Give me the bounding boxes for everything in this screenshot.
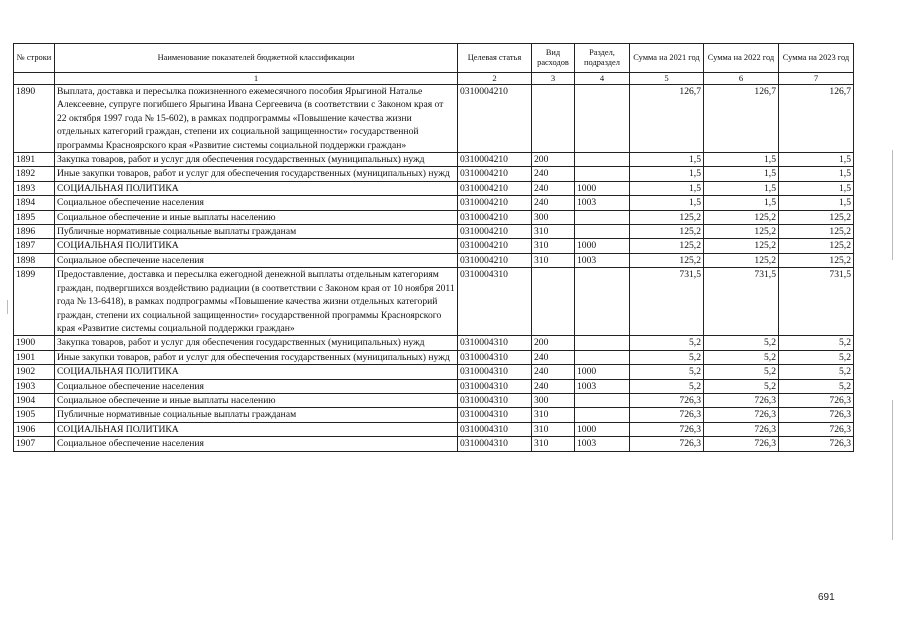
- header-row-no: № строки: [14, 44, 55, 73]
- row-sum-2022: 126,7: [704, 85, 779, 153]
- row-razdel: 1003: [575, 253, 630, 267]
- column-number: 7: [779, 73, 854, 85]
- row-number: 1899: [14, 268, 55, 336]
- column-number: 1: [55, 73, 458, 85]
- row-name: СОЦИАЛЬНАЯ ПОЛИТИКА: [55, 422, 458, 436]
- row-sum-2022: 5,2: [704, 350, 779, 364]
- column-number-row: [14, 73, 854, 85]
- row-vid: 310: [532, 408, 575, 422]
- row-sum-2022: 1,5: [704, 153, 779, 167]
- row-sum-2023: 1,5: [779, 167, 854, 181]
- row-vid: 300: [532, 393, 575, 407]
- row-target-code: 0310004310: [458, 408, 532, 422]
- table-row: [14, 350, 854, 364]
- row-target-code: 0310004310: [458, 350, 532, 364]
- row-sum-2022: 5,2: [704, 379, 779, 393]
- row-name: Социальное обеспечение населения: [55, 253, 458, 267]
- row-razdel: [575, 225, 630, 239]
- row-sum-2023: 726,3: [779, 408, 854, 422]
- row-razdel: [575, 167, 630, 181]
- row-number: 1896: [14, 225, 55, 239]
- row-sum-2022: 125,2: [704, 225, 779, 239]
- row-sum-2022: 125,2: [704, 239, 779, 253]
- row-sum-2022: 726,3: [704, 408, 779, 422]
- row-target-code: 0310004210: [458, 181, 532, 195]
- row-razdel: [575, 210, 630, 224]
- row-sum-2023: 5,2: [779, 350, 854, 364]
- row-sum-2022: 1,5: [704, 196, 779, 210]
- row-name: Предоставление, доставка и пересылка ежегодной денежной выплаты отдельным категориям граждан, подвергшихся воздействию радиации (в соответствии с Законом края от 10 ноября 2011 года № 13-6418), в рамках подпрограммы «Повышение качества жизни отдельных категорий граждан, степени их социальной защищенности» государственной программы Красноярского края «Развитие системы социальной поддержки граждан»: [55, 268, 458, 336]
- row-sum-2021: 731,5: [630, 268, 704, 336]
- row-sum-2022: 1,5: [704, 167, 779, 181]
- row-number: 1894: [14, 196, 55, 210]
- row-razdel: [575, 85, 630, 153]
- table-row: [14, 336, 854, 350]
- header-razdel: Раздел, подраздел: [575, 44, 630, 73]
- row-vid: [532, 268, 575, 336]
- column-number: 2: [458, 73, 532, 85]
- row-name: СОЦИАЛЬНАЯ ПОЛИТИКА: [55, 365, 458, 379]
- row-sum-2022: 726,3: [704, 393, 779, 407]
- row-sum-2021: 125,2: [630, 210, 704, 224]
- row-sum-2021: 5,2: [630, 365, 704, 379]
- row-sum-2021: 726,3: [630, 422, 704, 436]
- row-sum-2023: 731,5: [779, 268, 854, 336]
- row-sum-2022: 1,5: [704, 181, 779, 195]
- row-razdel: 1003: [575, 437, 630, 451]
- table-row: [14, 393, 854, 407]
- row-target-code: 0310004310: [458, 268, 532, 336]
- row-name: Публичные нормативные социальные выплаты гражданам: [55, 408, 458, 422]
- row-razdel: 1003: [575, 196, 630, 210]
- row-sum-2021: 726,3: [630, 393, 704, 407]
- row-number: 1904: [14, 393, 55, 407]
- row-vid: 310: [532, 253, 575, 267]
- row-sum-2023: 5,2: [779, 379, 854, 393]
- table-row: [14, 196, 854, 210]
- header-sum-2021: Сумма на 2021 год: [630, 44, 704, 73]
- row-sum-2022: 5,2: [704, 365, 779, 379]
- row-sum-2023: 125,2: [779, 225, 854, 239]
- header-vid: Вид расходов: [532, 44, 575, 73]
- row-target-code: 0310004210: [458, 85, 532, 153]
- row-number: 1890: [14, 85, 55, 153]
- row-target-code: 0310004310: [458, 393, 532, 407]
- row-razdel: [575, 393, 630, 407]
- row-sum-2021: 1,5: [630, 196, 704, 210]
- row-target-code: 0310004310: [458, 437, 532, 451]
- row-name: Закупка товаров, работ и услуг для обеспечения государственных (муниципальных) нужд: [55, 153, 458, 167]
- row-razdel: 1000: [575, 181, 630, 195]
- table-row: [14, 365, 854, 379]
- row-sum-2022: 5,2: [704, 336, 779, 350]
- row-number: 1901: [14, 350, 55, 364]
- row-sum-2021: 1,5: [630, 181, 704, 195]
- row-sum-2021: 125,2: [630, 225, 704, 239]
- row-sum-2021: 125,2: [630, 239, 704, 253]
- table-row: [14, 225, 854, 239]
- row-target-code: 0310004310: [458, 365, 532, 379]
- row-number: 1893: [14, 181, 55, 195]
- row-target-code: 0310004210: [458, 239, 532, 253]
- row-vid: [532, 85, 575, 153]
- row-vid: 300: [532, 210, 575, 224]
- page-number: 691: [818, 592, 835, 603]
- row-target-code: 0310004310: [458, 379, 532, 393]
- row-vid: 240: [532, 167, 575, 181]
- scan-artifact: [892, 400, 893, 540]
- row-name: Выплата, доставка и пересылка пожизненного ежемесячного пособия Ярыгиной Наталье Алексеевне, супруге погибшего Ярыгина Ивана Сергеевича (в соответствии с Законом края от 22 октября 1997 года № 15-602), в рамках подпрограммы «Повышение качества жизни отдельных категорий граждан, степени их социальной защищенности» государственной программы Красноярского края «Развитие системы социальной поддержки граждан»: [55, 85, 458, 153]
- row-sum-2022: 726,3: [704, 422, 779, 436]
- table-row: [14, 268, 854, 336]
- table-row: [14, 85, 854, 153]
- row-vid: 310: [532, 225, 575, 239]
- row-number: 1907: [14, 437, 55, 451]
- row-sum-2021: 5,2: [630, 336, 704, 350]
- table-row: [14, 153, 854, 167]
- row-vid: 240: [532, 181, 575, 195]
- header-sum-2023: Сумма на 2023 год: [779, 44, 854, 73]
- table-row: [14, 253, 854, 267]
- row-target-code: 0310004210: [458, 153, 532, 167]
- row-sum-2021: 125,2: [630, 253, 704, 267]
- row-number: 1903: [14, 379, 55, 393]
- row-sum-2023: 726,3: [779, 422, 854, 436]
- table-row: [14, 408, 854, 422]
- row-target-code: 0310004210: [458, 196, 532, 210]
- row-name: Социальное обеспечение населения: [55, 196, 458, 210]
- row-vid: 310: [532, 437, 575, 451]
- table-row: [14, 239, 854, 253]
- row-razdel: 1003: [575, 379, 630, 393]
- scan-artifact: [7, 300, 8, 314]
- row-sum-2023: 126,7: [779, 85, 854, 153]
- row-sum-2022: 125,2: [704, 210, 779, 224]
- row-number: 1906: [14, 422, 55, 436]
- budget-table: [13, 43, 854, 452]
- row-target-code: 0310004210: [458, 225, 532, 239]
- row-razdel: 1000: [575, 422, 630, 436]
- row-name: СОЦИАЛЬНАЯ ПОЛИТИКА: [55, 239, 458, 253]
- column-number: 3: [532, 73, 575, 85]
- header-name: Наименование показателей бюджетной классификации: [55, 44, 458, 73]
- row-name: Социальное обеспечение населения: [55, 437, 458, 451]
- row-sum-2023: 125,2: [779, 210, 854, 224]
- column-number: [14, 73, 55, 85]
- table-row: [14, 181, 854, 195]
- row-razdel: [575, 408, 630, 422]
- row-vid: 240: [532, 379, 575, 393]
- column-number: 6: [704, 73, 779, 85]
- row-sum-2021: 1,5: [630, 153, 704, 167]
- row-razdel: [575, 350, 630, 364]
- row-sum-2021: 5,2: [630, 350, 704, 364]
- row-sum-2023: 125,2: [779, 239, 854, 253]
- table-row: [14, 422, 854, 436]
- row-razdel: 1000: [575, 239, 630, 253]
- row-target-code: 0310004210: [458, 253, 532, 267]
- row-sum-2023: 125,2: [779, 253, 854, 267]
- row-vid: 240: [532, 365, 575, 379]
- table-row: [14, 210, 854, 224]
- row-vid: 200: [532, 336, 575, 350]
- row-sum-2021: 126,7: [630, 85, 704, 153]
- row-sum-2022: 731,5: [704, 268, 779, 336]
- header-target: Целевая статья: [458, 44, 532, 73]
- row-vid: 240: [532, 350, 575, 364]
- table-row: [14, 379, 854, 393]
- row-number: 1895: [14, 210, 55, 224]
- row-vid: 310: [532, 239, 575, 253]
- row-number: 1902: [14, 365, 55, 379]
- row-name: Закупка товаров, работ и услуг для обеспечения государственных (муниципальных) нужд: [55, 336, 458, 350]
- row-sum-2023: 5,2: [779, 336, 854, 350]
- row-razdel: [575, 153, 630, 167]
- row-sum-2021: 726,3: [630, 408, 704, 422]
- row-sum-2023: 5,2: [779, 365, 854, 379]
- row-name: Публичные нормативные социальные выплаты гражданам: [55, 225, 458, 239]
- row-name: Социальное обеспечение и иные выплаты населению: [55, 210, 458, 224]
- row-number: 1905: [14, 408, 55, 422]
- row-vid: 240: [532, 196, 575, 210]
- row-number: 1892: [14, 167, 55, 181]
- row-sum-2021: 726,3: [630, 437, 704, 451]
- row-vid: 310: [532, 422, 575, 436]
- row-name: Иные закупки товаров, работ и услуг для обеспечения государственных (муниципальных) нужд: [55, 350, 458, 364]
- row-name: СОЦИАЛЬНАЯ ПОЛИТИКА: [55, 181, 458, 195]
- row-vid: 200: [532, 153, 575, 167]
- row-sum-2021: 5,2: [630, 379, 704, 393]
- row-name: Иные закупки товаров, работ и услуг для обеспечения государственных (муниципальных) нужд: [55, 167, 458, 181]
- row-sum-2023: 1,5: [779, 196, 854, 210]
- row-target-code: 0310004310: [458, 422, 532, 436]
- row-number: 1891: [14, 153, 55, 167]
- row-razdel: [575, 268, 630, 336]
- scan-artifact: [892, 150, 893, 260]
- row-sum-2022: 125,2: [704, 253, 779, 267]
- row-sum-2023: 1,5: [779, 153, 854, 167]
- header-row: [14, 44, 854, 73]
- table-row: [14, 437, 854, 451]
- table-row: [14, 167, 854, 181]
- row-sum-2022: 726,3: [704, 437, 779, 451]
- header-sum-2022: Сумма на 2022 год: [704, 44, 779, 73]
- row-target-code: 0310004310: [458, 336, 532, 350]
- row-number: 1898: [14, 253, 55, 267]
- row-number: 1900: [14, 336, 55, 350]
- row-sum-2023: 726,3: [779, 437, 854, 451]
- row-razdel: [575, 336, 630, 350]
- column-number: 5: [630, 73, 704, 85]
- row-target-code: 0310004210: [458, 210, 532, 224]
- row-target-code: 0310004210: [458, 167, 532, 181]
- row-sum-2021: 1,5: [630, 167, 704, 181]
- row-name: Социальное обеспечение и иные выплаты населению: [55, 393, 458, 407]
- row-number: 1897: [14, 239, 55, 253]
- row-razdel: 1000: [575, 365, 630, 379]
- row-sum-2023: 1,5: [779, 181, 854, 195]
- row-sum-2023: 726,3: [779, 393, 854, 407]
- column-number: 4: [575, 73, 630, 85]
- row-name: Социальное обеспечение населения: [55, 379, 458, 393]
